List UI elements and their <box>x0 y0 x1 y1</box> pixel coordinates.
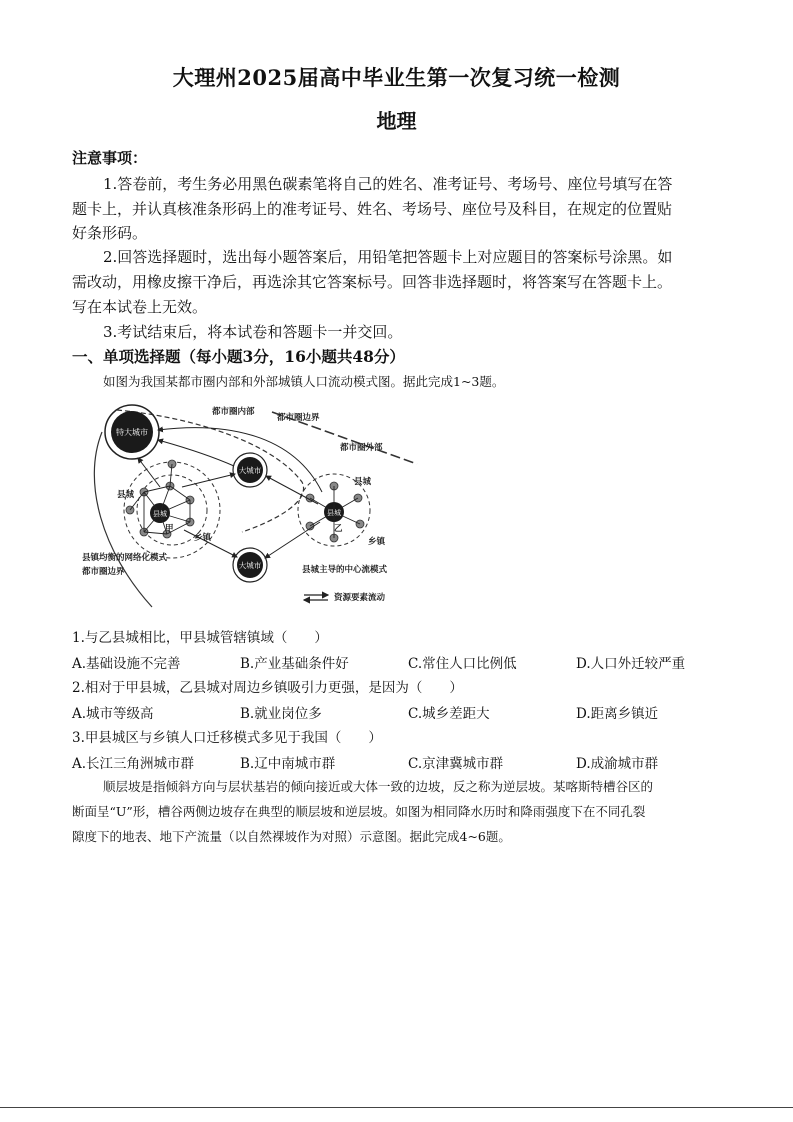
passage-2-line-1: 顺层坡是指倾斜方向与层状基岩的倾向接近或大体一致的边坡，反之称为逆层坡。某喀斯特槽谷区的 <box>103 779 654 794</box>
section-intro: 如图为我国某都市圈内部和外部城镇人口流动模式图。据此完成1~3题。 <box>103 374 505 389</box>
notice-item-2-line-1: 2.回答选择题时，选出每小题答案后，用铅笔把答题卡上对应题目的答案标号涂黑。如 <box>103 248 673 266</box>
label-outer: 都市圈外部 <box>340 443 383 453</box>
section-heading: 一、单项选择题（每小题3分，16小题共48分） <box>72 347 405 366</box>
notice-item-1-line-1: 1.答卷前，考生务必用黑色碳素笔将自己的姓名、准考证号、考场号、座位号填写在答 <box>103 175 673 193</box>
question-3-option-a: A.长江三角洲城市群 <box>72 756 195 772</box>
label-yi: 乙 <box>334 524 343 534</box>
question-2-option-d: D.距离乡镇近 <box>576 706 659 722</box>
label-county-a-side: 县城 <box>117 490 135 500</box>
label-megacity: 特大城市 <box>116 428 148 437</box>
subject-title: 地理 <box>376 109 417 133</box>
question-3-option-b: B.辽中南城市群 <box>240 756 336 772</box>
question-1-option-b: B.产业基础条件好 <box>240 656 349 672</box>
passage-2-line-2: 断面呈“U”形，槽谷两侧边坡存在典型的顺层坡和逆层坡。如图为相同降水历时和降雨强度下在不同孔裂 <box>72 804 646 819</box>
question-2-stem: 2.相对于甲县城，乙县城对周边乡镇吸引力更强，是因为（ ） <box>72 680 463 696</box>
label-mode-b: 县城主导的中心流模式 <box>302 565 388 575</box>
question-1-option-c: C.常住人口比例低 <box>408 656 517 672</box>
label-mode-a: 县镇均衡的网络化模式 <box>82 553 168 563</box>
label-inner: 都市圈内部 <box>212 407 255 417</box>
question-1-option-d: D.人口外迁较严重 <box>576 656 686 672</box>
label-town-b: 乡镇 <box>368 537 386 547</box>
legend-resource-flow: 资源要素流动 <box>334 593 386 603</box>
notice-item-2-line-2: 需改动，用橡皮擦干净后，再选涂其它答案标号。回答非选择题时，将答案写在答题卡上。 <box>72 273 673 291</box>
notice-item-3: 3.考试结束后，将本试卷和答题卡一并交回。 <box>103 323 403 341</box>
exam-title: 大理州2025届高中毕业生第一次复习统一检测 <box>172 65 621 90</box>
notice-item-2-line-3: 写在本试卷上无效。 <box>72 298 208 316</box>
question-2-option-a: A.城市等级高 <box>72 706 154 722</box>
question-3-option-d: D.成渝城市群 <box>576 756 659 772</box>
label-jia: 甲 <box>165 524 174 534</box>
population-flow-diagram <box>72 392 422 614</box>
question-3-stem: 3.甲县城区与乡镇人口迁移模式多见于我国（ ） <box>72 730 382 746</box>
page-bottom-rule <box>0 1107 793 1108</box>
question-2-option-c: C.城乡差距大 <box>408 706 490 722</box>
label-town-a: 乡镇 <box>194 533 212 543</box>
label-county-b: 县城 <box>327 509 341 517</box>
notice-heading: 注意事项： <box>72 149 148 167</box>
question-3-option-c: C.京津冀城市群 <box>408 756 504 772</box>
label-county-a: 县城 <box>153 510 167 518</box>
question-1-stem: 1.与乙县城相比，甲县城管辖镇域（ ） <box>72 630 328 646</box>
label-boundary-bottom: 都市圈边界 <box>82 567 125 577</box>
label-bigcity-top: 大城市 <box>238 466 262 475</box>
label-boundary-top: 都市圈边界 <box>277 413 320 423</box>
question-2-option-b: B.就业岗位多 <box>240 706 322 722</box>
notice-item-1-line-2: 题卡上，并认真核准条形码上的准考证号、姓名、考场号、座位号及科目，在规定的位置贴 <box>72 200 673 218</box>
label-bigcity-bottom: 大城市 <box>238 561 262 570</box>
question-1-option-a: A.基础设施不完善 <box>72 656 181 672</box>
label-county-b-side: 县城 <box>354 477 372 487</box>
notice-item-1-line-3: 好条形码。 <box>72 224 148 242</box>
passage-2-line-3: 隙度下的地表、地下产流量（以自然裸坡作为对照）示意图。据此完成4~6题。 <box>72 829 511 844</box>
